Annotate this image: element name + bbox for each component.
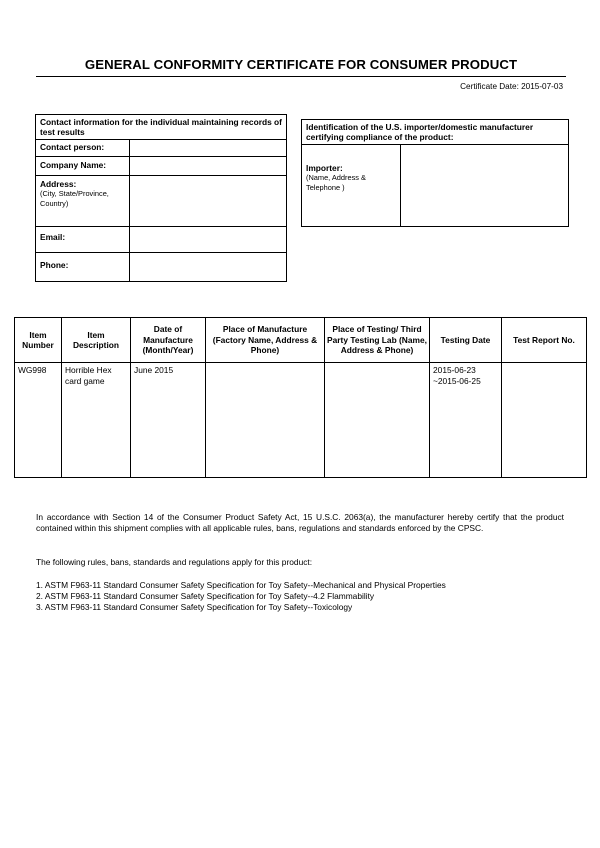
page-title: GENERAL CONFORMITY CERTIFICATE FOR CONSUMER PRODUCT <box>84 57 518 72</box>
cell-item-description: Horrible Hex card game <box>62 363 131 478</box>
col-place-of-testing: Place of Testing/ Third Party Testing Lab (Name, Address & Phone) <box>325 318 430 363</box>
cell-item-number: WG998 <box>15 363 62 478</box>
cell-date-of-manufacture: June 2015 <box>131 363 206 478</box>
contact-person-field[interactable] <box>130 140 287 157</box>
items-header-row <box>15 318 587 363</box>
cell-test-report-no[interactable] <box>502 363 587 478</box>
col-item-description: Item Description <box>62 318 131 363</box>
col-testing-date: Testing Date <box>430 318 502 363</box>
cell-place-of-manufacture[interactable] <box>206 363 325 478</box>
rules-intro: The following rules, bans, standards and regulations apply for this product: <box>36 557 313 567</box>
importer-sublabel: (Name, Address & Telephone ) <box>306 173 366 192</box>
address-sublabel: (City, State/Province, Country) <box>40 189 109 208</box>
list-item: 2. ASTM F963-11 Standard Consumer Safety Specification for Toy Safety--4.2 Flammability <box>36 591 375 601</box>
email-field[interactable] <box>130 227 287 253</box>
importer-table-header: Identification of the U.S. importer/domestic manufacturer certifying compliance of the product: <box>302 120 569 145</box>
contact-table-header: Contact information for the individual maintaining records of test results <box>36 115 287 140</box>
table-row <box>15 363 587 478</box>
importer-table <box>301 119 569 227</box>
company-name-field[interactable] <box>130 157 287 176</box>
contact-info-table <box>35 114 287 282</box>
importer-label-cell <box>302 145 401 227</box>
list-item: 3. ASTM F963-11 Standard Consumer Safety Specification for Toy Safety--Toxicology <box>36 602 353 612</box>
certificate-date: Certificate Date: 2015-07-03 <box>460 82 563 91</box>
col-item-number: Item Number <box>15 318 62 363</box>
list-item: 1. ASTM F963-11 Standard Consumer Safety Specification for Toy Safety--Mechanical and Physical Properties <box>36 580 446 590</box>
importer-label: Importer: <box>306 163 343 173</box>
compliance-statement: In accordance with Section 14 of the Consumer Product Safety Act, 15 U.S.C. 2063(a), the manufacturer hereby certify that the product contained within this shipment complies with all applicable rules, bans, regulations and standards enforced by the CPSC. <box>36 512 564 533</box>
col-date-of-manufacture: Date of Manufacture (Month/Year) <box>131 318 206 363</box>
company-name-label: Company Name: <box>36 157 130 176</box>
importer-field[interactable] <box>401 145 569 227</box>
rules-list <box>36 580 564 613</box>
address-field[interactable] <box>130 176 287 227</box>
phone-label: Phone: <box>36 253 130 282</box>
contact-person-label: Contact person: <box>36 140 130 157</box>
col-place-of-manufacture: Place of Manufacture (Factory Name, Address & Phone) <box>206 318 325 363</box>
address-label: Address: <box>40 179 77 189</box>
cell-place-of-testing[interactable] <box>325 363 430 478</box>
col-test-report-no: Test Report No. <box>502 318 587 363</box>
phone-field[interactable] <box>130 253 287 282</box>
items-table <box>14 317 587 478</box>
cell-testing-date: 2015-06-23 ~2015-06-25 <box>430 363 502 478</box>
email-label: Email: <box>36 227 130 253</box>
title-divider <box>36 76 566 77</box>
address-label-cell <box>36 176 130 227</box>
